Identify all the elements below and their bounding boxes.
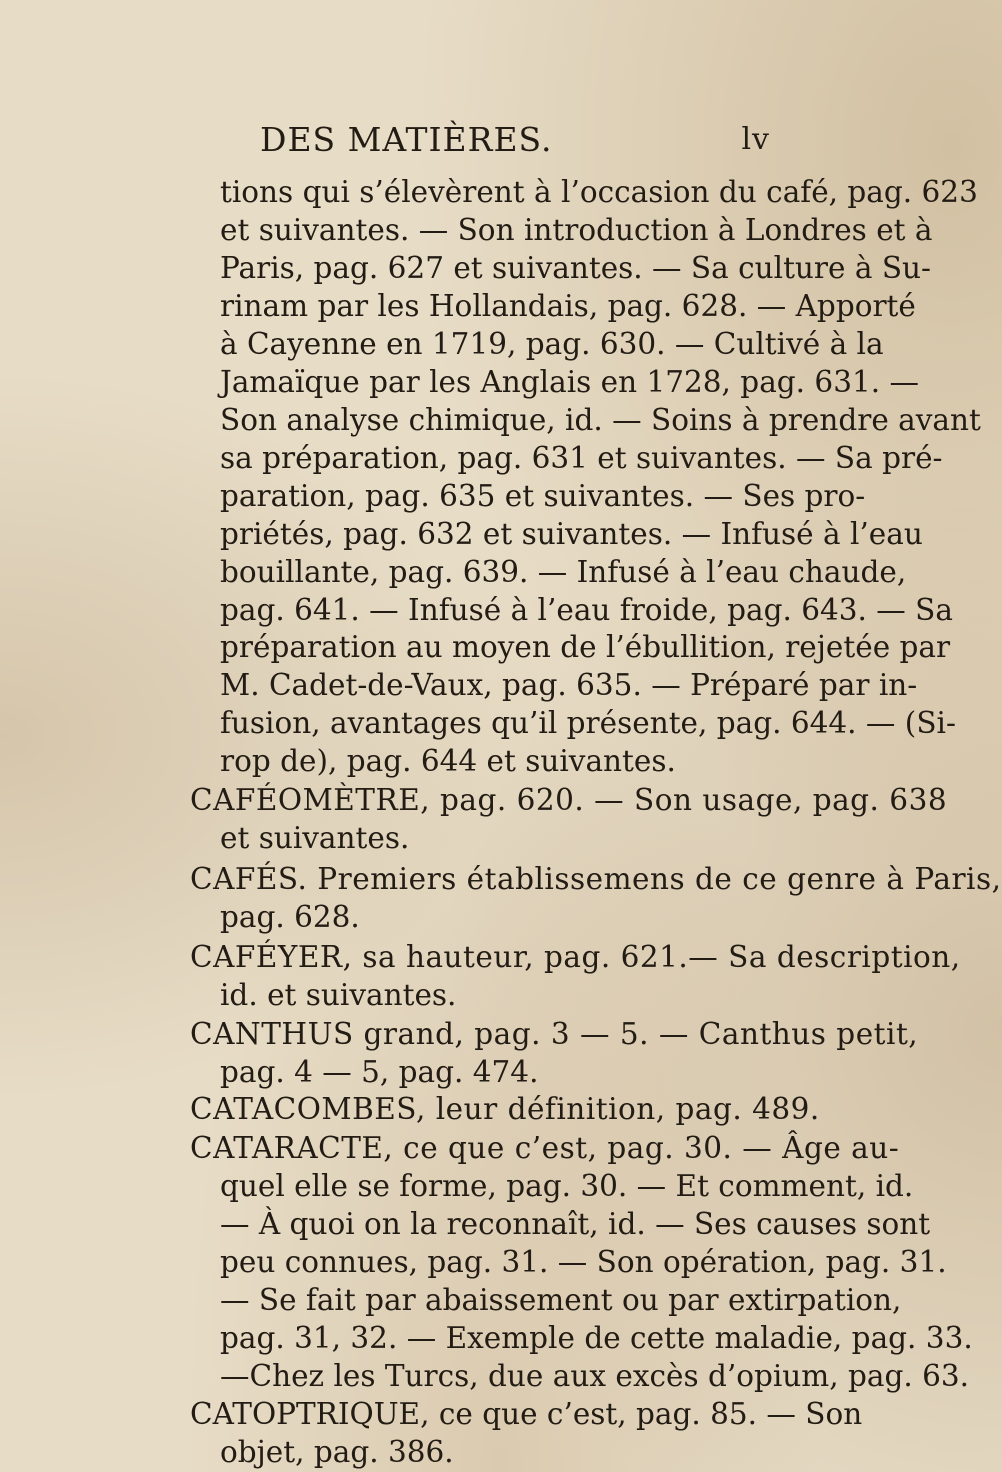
index-entry-catoptrique: CATOPTRIQUE, ce que c’est, pag. 85. — Son (190, 1397, 863, 1432)
index-entry-cataracte: CATARACTE, ce que c’est, pag. 30. — Âge au- (190, 1131, 900, 1166)
index-line: peu connues, pag. 31. — Son opération, pag. 31. (220, 1245, 947, 1280)
index-line: objet, pag. 386. (220, 1435, 454, 1469)
index-line: id. et suivantes. (220, 977, 457, 1012)
index-line: rop de), pag. 644 et suivantes. (220, 744, 676, 779)
index-line: à Cayenne en 1719, pag. 630. — Cultivé à la (220, 326, 884, 361)
index-line: quel elle se forme, pag. 30. — Et comment, id. (220, 1169, 914, 1204)
index-entry-cafes: CAFÉS. Premiers établissemens de ce genre à Paris, (190, 861, 1002, 896)
index-entry-catacombes: CATACOMBES, leur définition, pag. 489. (190, 1092, 820, 1127)
index-line: M. Cadet-de-Vaux, pag. 635. — Préparé par in- (220, 668, 918, 703)
index-line: et suivantes. — Son introduction à Londres et à (220, 212, 933, 247)
index-line: sa préparation, pag. 631 et suivantes. — Sa pré- (220, 440, 943, 475)
index-line: rinam par les Hollandais, pag. 628. — Apporté (220, 288, 916, 323)
index-line: paration, pag. 635 et suivantes. — Ses pro- (220, 478, 866, 513)
running-header (250, 120, 770, 164)
index-line: — À quoi on la reconnaît, id. — Ses causes sont (220, 1207, 931, 1242)
index-line: — Se fait par abaissement ou par extirpation, (220, 1283, 902, 1318)
index-entry-cafeyer: CAFÉYER, sa hauteur, pag. 621.— Sa description, (190, 939, 961, 974)
index-line: Son analyse chimique, id. — Soins à prendre avant (220, 402, 981, 437)
index-line: fusion, avantages qu’il présente, pag. 644. — (Si- (220, 706, 956, 741)
index-line: tions qui s’élevèrent à l’occasion du café, pag. 623 (220, 175, 978, 209)
index-line: pag. 641. — Infusé à l’eau froide, pag. 643. — Sa (220, 592, 953, 627)
index-line: préparation au moyen de l’ébullition, rejetée par (220, 630, 951, 665)
index-line: bouillante, pag. 639. — Infusé à l’eau chaude, (220, 554, 907, 589)
header-title: DES MATIÈRES. (260, 120, 553, 159)
index-line: pag. 4 — 5, pag. 474. (220, 1054, 539, 1089)
index-line: et suivantes. (220, 821, 410, 856)
page-number: lv (741, 122, 770, 157)
index-line: Paris, pag. 627 et suivantes. — Sa culture à Su- (220, 250, 931, 285)
index-line: pag. 31, 32. — Exemple de cette maladie, pag. 33. (220, 1321, 973, 1356)
index-line: priétés, pag. 632 et suivantes. — Infusé à l’eau (220, 516, 923, 551)
index-line: —Chez les Turcs, due aux excès d’opium, pag. 63. (220, 1359, 970, 1394)
index-entry-cafeometre: CAFÉOMÈTRE, pag. 620. — Son usage, pag. 638 (190, 783, 948, 818)
index-line: Jamaïque par les Anglais en 1728, pag. 631. — (220, 364, 919, 399)
index-line: pag. 628. (220, 899, 360, 934)
index-entry-canthus: CANTHUS grand, pag. 3 — 5. — Canthus petit, (190, 1016, 919, 1051)
